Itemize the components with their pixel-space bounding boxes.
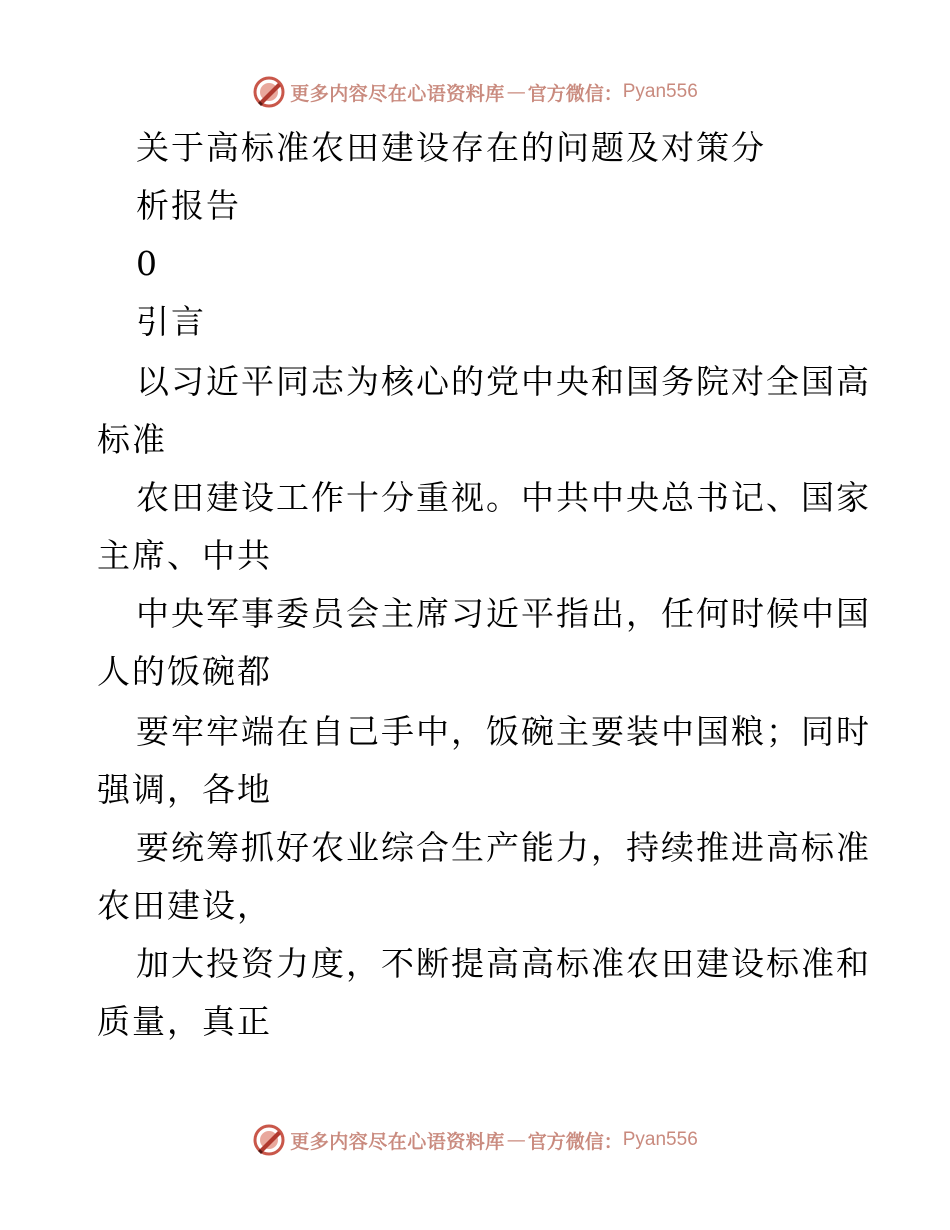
paragraph-line: 加大投资力度，不断提高高标准农田建设标准和	[136, 944, 871, 983]
wechat-id: Pyan556	[622, 81, 698, 102]
paragraph-line: 标准	[97, 420, 167, 459]
title-line-1: 关于高标准农田建设存在的问题及对策分	[136, 128, 766, 167]
brand-text: 更多内容尽在心语资料库	[290, 82, 505, 105]
paragraph-line: 农田建设工作十分重视。中共中央总书记、国家	[136, 478, 871, 517]
paragraph-line: 以习近平同志为核心的党中央和国务院对全国高	[136, 362, 871, 401]
wechat-id: Pyan556	[622, 1129, 698, 1150]
paragraph-line: 人的饭碗都	[97, 652, 272, 691]
pen-logo-icon	[252, 1123, 286, 1157]
paragraph-line: 要统筹抓好农业综合生产能力，持续推进高标准	[136, 828, 871, 867]
header-banner	[0, 70, 950, 114]
pen-logo-icon	[252, 75, 286, 109]
paragraph-line: 质量，真正	[97, 1002, 272, 1041]
wechat-label: 官方微信：	[527, 1130, 623, 1153]
paragraph-line: 中央军事委员会主席习近平指出，任何时候中国	[136, 594, 871, 633]
brand-text: 更多内容尽在心语资料库	[290, 1130, 505, 1153]
paragraph-line: 强调，各地	[97, 770, 272, 809]
paragraph-line: 要牢牢端在自己手中，饭碗主要装中国粮；同时	[136, 712, 871, 751]
banner-separator: —	[506, 1129, 526, 1151]
paragraph-line: 主席、中共	[97, 536, 272, 575]
wechat-label: 官方微信：	[527, 82, 623, 105]
title-line-2: 析报告	[136, 186, 241, 225]
section-heading: 引言	[136, 302, 206, 341]
paragraph-line: 农田建设，	[97, 886, 272, 925]
banner-separator: —	[506, 81, 526, 103]
footer-banner	[0, 1118, 950, 1162]
section-number: 0	[136, 244, 159, 283]
